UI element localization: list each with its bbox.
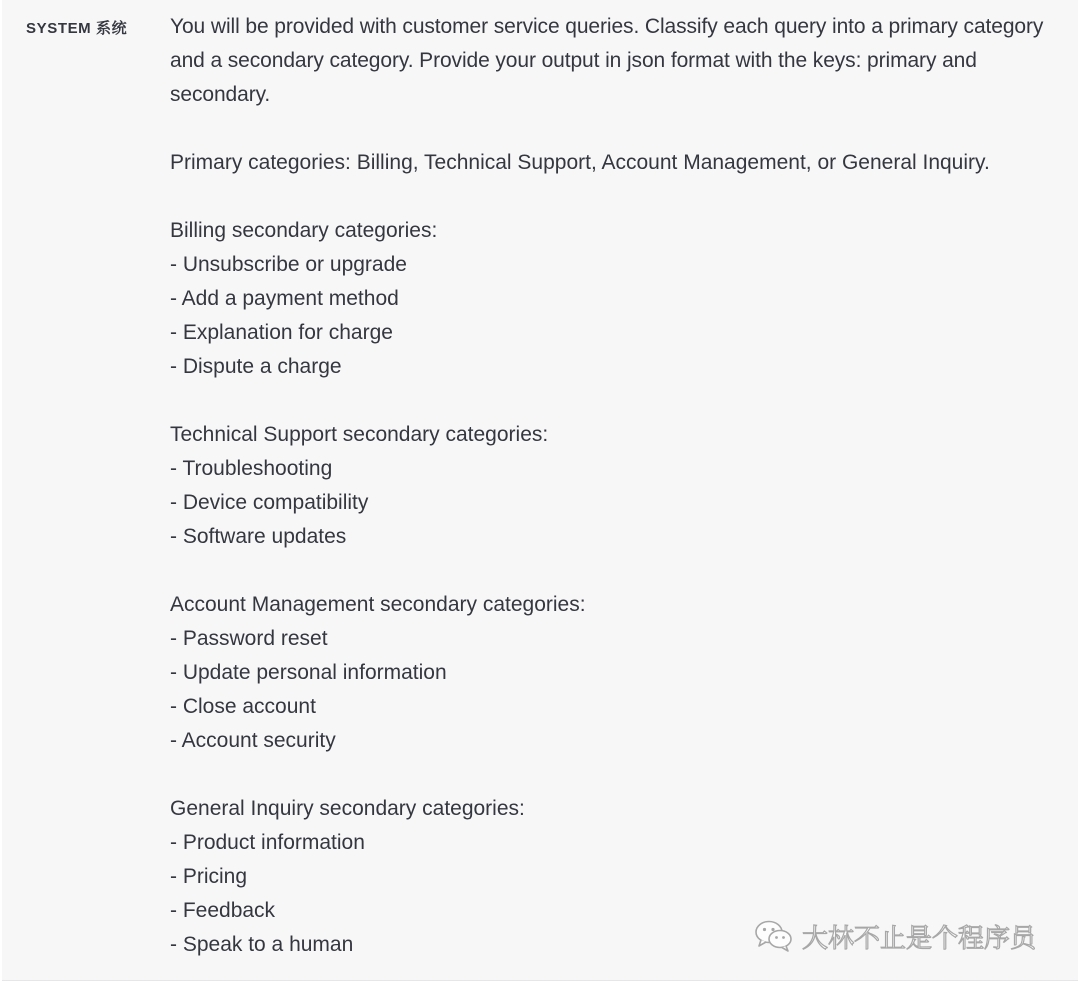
wechat-icon [754,919,794,953]
system-message-content[interactable] [170,10,1070,962]
list-item: - Password reset [170,627,328,650]
section-heading: Technical Support secondary categories: [170,423,549,446]
list-item: - Unsubscribe or upgrade [170,253,407,276]
list-item: - Update personal information [170,661,447,684]
billing-section [170,214,1070,384]
list-item: - Account security [170,729,336,752]
list-item: - Product information [170,831,365,854]
account-management-section [170,588,1070,758]
list-item: - Close account [170,695,316,718]
section-heading: Account Management secondary categories: [170,593,586,616]
list-item: - Add a payment method [170,287,399,310]
watermark-text: 大林不止是个程序员 [802,923,1037,954]
list-item: - Explanation for charge [170,321,393,344]
section-heading: General Inquiry secondary categories: [170,797,525,820]
primary-categories-line: Primary categories: Billing, Technical Support, Account Management, or General Inquiry. [170,151,990,174]
list-item: - Troubleshooting [170,457,333,480]
list-item: - Speak to a human [170,933,354,956]
watermark [754,916,1036,956]
list-item: - Pricing [170,865,248,888]
list-item: - Feedback [170,899,276,922]
list-item: - Device compatibility [170,491,369,514]
intro-paragraph: You will be provided with customer service queries. Classify each query into a primary category and a secondary category. Provide your output in json format with the keys: primary and secondary. [170,15,1044,106]
technical-support-section [170,418,1070,554]
list-item: - Software updates [170,525,347,548]
section-heading: Billing secondary categories: [170,219,438,242]
list-item: - Dispute a charge [170,355,342,378]
role-label: SYSTEM 系统 [26,20,128,37]
system-message-panel [2,0,1078,981]
